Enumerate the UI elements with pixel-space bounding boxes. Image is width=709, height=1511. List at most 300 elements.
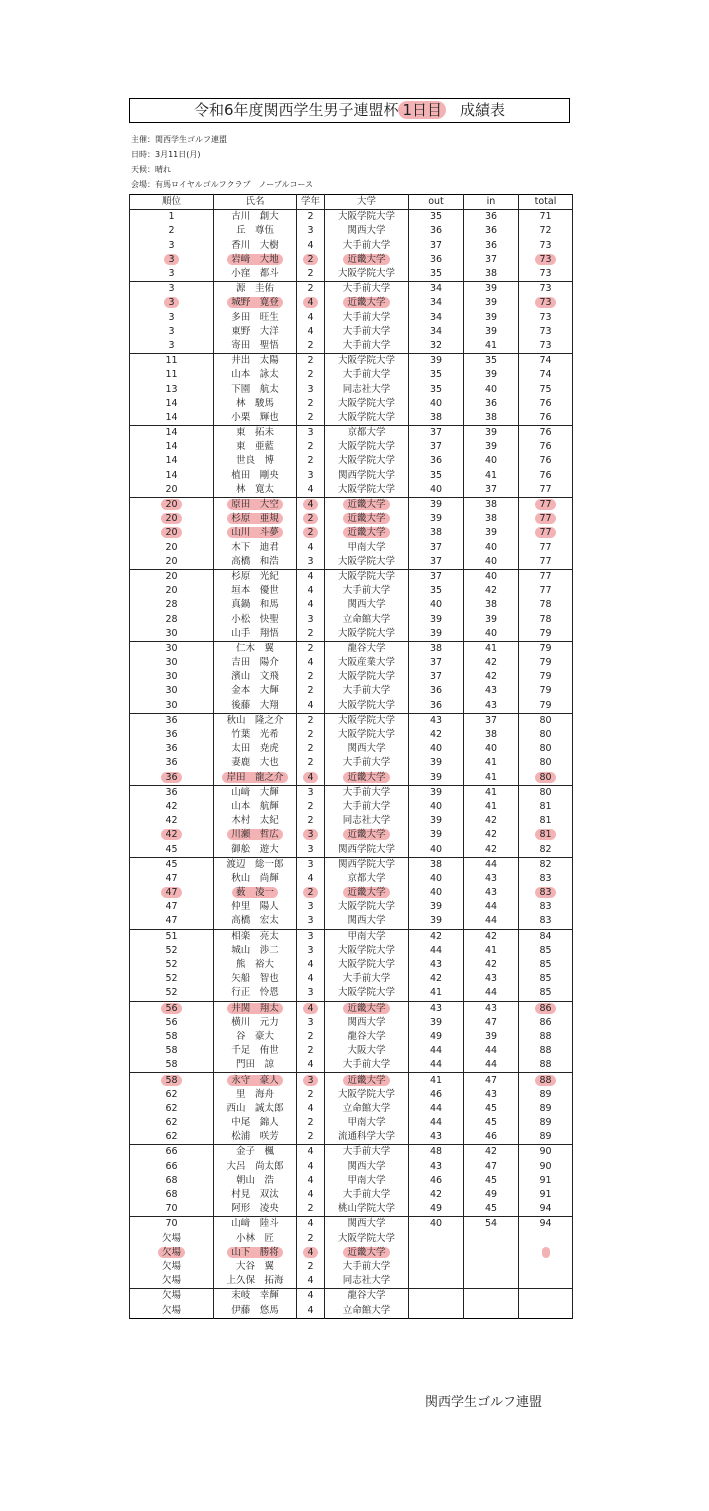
- rank-cell: 51: [130, 929, 214, 944]
- out-cell: 37: [409, 670, 464, 684]
- in-cell: 37: [464, 483, 519, 498]
- table-row: [130, 1073, 573, 1088]
- grade-cell: 3: [297, 914, 325, 929]
- out-cell: 34: [409, 282, 464, 297]
- grade-cell: 3: [297, 426, 325, 441]
- university-cell: 立命館大学: [325, 1303, 409, 1318]
- out-cell: 36: [409, 454, 464, 468]
- total-cell: 85: [519, 944, 573, 958]
- university-cell: [325, 1001, 409, 1016]
- out-cell: [409, 1246, 464, 1260]
- grade-cell: 2: [297, 1044, 325, 1058]
- rank-cell: 欠場: [130, 1289, 214, 1304]
- total-cell: [519, 512, 573, 526]
- table-row: [130, 584, 573, 598]
- grade-cell: 2: [297, 440, 325, 454]
- grade-cell: 3: [297, 224, 325, 238]
- total-cell: 74: [519, 354, 573, 369]
- out-cell: [409, 1232, 464, 1246]
- university-cell: [325, 1246, 409, 1260]
- rank-cell: 13: [130, 382, 214, 396]
- university-cell: 同志社大学: [325, 382, 409, 396]
- in-cell: 39: [464, 296, 519, 310]
- highlight-mark: 4: [303, 772, 317, 783]
- grade-cell: 4: [297, 1058, 325, 1073]
- grade-cell: [297, 886, 325, 900]
- rank-cell: 68: [130, 1174, 214, 1188]
- rank-cell: 66: [130, 1145, 214, 1160]
- highlight-mark: 近畿大学: [343, 513, 389, 524]
- in-cell: [464, 1260, 519, 1274]
- name-cell: 濱山 文飛: [214, 670, 297, 684]
- rank-cell: 47: [130, 872, 214, 886]
- name-cell: 後藤 大翔: [214, 699, 297, 714]
- table-row: [130, 670, 573, 684]
- university-cell: 甲南大学: [325, 1174, 409, 1188]
- grade-cell: 4: [297, 699, 325, 714]
- grade-cell: 2: [297, 282, 325, 297]
- grade-cell: 3: [297, 612, 325, 626]
- table-row: [130, 541, 573, 555]
- total-cell: 88: [519, 1058, 573, 1073]
- grade-cell: 3: [297, 929, 325, 944]
- grade-cell: 2: [297, 397, 325, 411]
- in-cell: 42: [464, 842, 519, 857]
- name-cell: 朝山 浩: [214, 1174, 297, 1188]
- in-cell: 36: [464, 239, 519, 253]
- in-cell: 42: [464, 584, 519, 598]
- grade-cell: 2: [297, 210, 325, 225]
- in-cell: 43: [464, 699, 519, 714]
- table-row: [130, 914, 573, 929]
- table-row: [130, 972, 573, 986]
- rank-cell: 52: [130, 958, 214, 972]
- name-cell: [214, 1073, 297, 1088]
- total-cell: 73: [519, 267, 573, 282]
- in-cell: 46: [464, 1130, 519, 1145]
- total-cell: 80: [519, 742, 573, 756]
- name-cell: 矢船 智也: [214, 972, 297, 986]
- total-cell: 75: [519, 382, 573, 396]
- university-cell: 大手前大学: [325, 368, 409, 382]
- title-suffix: 成績表: [460, 101, 506, 119]
- highlight-mark: 井関 翔太: [227, 1003, 283, 1014]
- grade-cell: 4: [297, 656, 325, 670]
- highlight-mark: 20: [161, 499, 181, 510]
- grade-cell: 3: [297, 382, 325, 396]
- university-cell: 大阪学院大学: [325, 569, 409, 584]
- grade-cell: [297, 1246, 325, 1260]
- rank-cell: [130, 1001, 214, 1016]
- table-row: [130, 771, 573, 786]
- out-cell: 39: [409, 1016, 464, 1030]
- table-row: [130, 382, 573, 396]
- table-row: [130, 1274, 573, 1289]
- highlight-mark: 川瀬 哲広: [227, 829, 283, 840]
- grade-cell: 2: [297, 641, 325, 656]
- name-cell: 山本 航輝: [214, 800, 297, 814]
- name-cell: 千足 侑世: [214, 1044, 297, 1058]
- highlight-mark: 73: [535, 254, 555, 265]
- highlight-mark: 近畿大学: [343, 829, 389, 840]
- in-cell: 43: [464, 972, 519, 986]
- university-cell: 大手前大学: [325, 282, 409, 297]
- total-cell: 94: [519, 1202, 573, 1217]
- highlight-mark: 近畿大学: [343, 1247, 389, 1258]
- in-cell: 40: [464, 555, 519, 570]
- rank-cell: 20: [130, 541, 214, 555]
- in-cell: 40: [464, 742, 519, 756]
- university-cell: 大阪学院大学: [325, 670, 409, 684]
- university-cell: 大手前大学: [325, 239, 409, 253]
- total-cell: 79: [519, 627, 573, 642]
- table-row: [130, 627, 573, 642]
- table-row: [130, 1202, 573, 1217]
- rank-cell: 42: [130, 800, 214, 814]
- rank-cell: 36: [130, 728, 214, 742]
- out-cell: 37: [409, 656, 464, 670]
- highlight-mark: 薮 凌一: [232, 887, 278, 898]
- in-cell: 39: [464, 426, 519, 441]
- table-row: [130, 828, 573, 842]
- out-cell: 39: [409, 354, 464, 369]
- grade-cell: 4: [297, 1145, 325, 1160]
- out-cell: 43: [409, 958, 464, 972]
- total-cell: 81: [519, 814, 573, 828]
- university-cell: 関西学院大学: [325, 857, 409, 872]
- in-cell: 35: [464, 354, 519, 369]
- table-row: [130, 986, 573, 1001]
- out-cell: 37: [409, 426, 464, 441]
- total-cell: [519, 253, 573, 267]
- university-cell: 甲南大学: [325, 929, 409, 944]
- grade-cell: 4: [297, 1274, 325, 1289]
- highlight-mark: 欠場: [158, 1247, 185, 1258]
- university-cell: 関西大学: [325, 742, 409, 756]
- in-cell: 36: [464, 224, 519, 238]
- rank-cell: 30: [130, 656, 214, 670]
- total-cell: 76: [519, 411, 573, 426]
- name-cell: 松浦 咲芳: [214, 1130, 297, 1145]
- table-row: [130, 569, 573, 584]
- grade-cell: 2: [297, 670, 325, 684]
- total-cell: 77: [519, 541, 573, 555]
- university-cell: 桃山学院大学: [325, 1202, 409, 1217]
- rank-cell: 45: [130, 842, 214, 857]
- grade-cell: 2: [297, 411, 325, 426]
- rank-cell: [130, 828, 214, 842]
- rank-cell: [130, 512, 214, 526]
- out-cell: 46: [409, 1088, 464, 1102]
- total-cell: 72: [519, 224, 573, 238]
- in-cell: 41: [464, 800, 519, 814]
- highlight-mark: 2: [303, 254, 317, 265]
- name-cell: 村見 双汰: [214, 1188, 297, 1202]
- grade-cell: 3: [297, 857, 325, 872]
- university-cell: 大阪学院大学: [325, 944, 409, 958]
- highlight-mark: 3: [303, 1075, 317, 1086]
- rank-cell: [130, 253, 214, 267]
- total-cell: 88: [519, 1030, 573, 1044]
- grade-cell: 2: [297, 684, 325, 698]
- table-row: [130, 1232, 573, 1246]
- table-row: [130, 728, 573, 742]
- university-cell: [325, 771, 409, 786]
- in-cell: 42: [464, 828, 519, 842]
- table-row: [130, 267, 573, 282]
- highlight-mark: 近畿大学: [343, 527, 389, 538]
- university-cell: 大阪学院大学: [325, 728, 409, 742]
- rank-cell: 3: [130, 325, 214, 339]
- rank-cell: 56: [130, 1016, 214, 1030]
- in-cell: 54: [464, 1217, 519, 1232]
- results-table: [129, 194, 573, 1319]
- university-cell: 大手前大学: [325, 785, 409, 800]
- total-cell: [519, 526, 573, 540]
- rank-cell: 58: [130, 1030, 214, 1044]
- grade-cell: 2: [297, 368, 325, 382]
- university-cell: [325, 253, 409, 267]
- grade-cell: 4: [297, 1303, 325, 1318]
- grade-cell: 2: [297, 1130, 325, 1145]
- grade-cell: 2: [297, 1202, 325, 1217]
- rank-cell: 3: [130, 239, 214, 253]
- total-cell: 80: [519, 756, 573, 770]
- name-cell: 山本 詠太: [214, 368, 297, 382]
- in-cell: 40: [464, 382, 519, 396]
- total-cell: 90: [519, 1160, 573, 1174]
- header-university: 大学: [325, 195, 409, 210]
- table-row: [130, 886, 573, 900]
- out-cell: 39: [409, 627, 464, 642]
- name-cell: 丘 尊伍: [214, 224, 297, 238]
- highlight-mark: 20: [161, 527, 181, 538]
- name-cell: 木村 太紀: [214, 814, 297, 828]
- highlight-mark: 86: [535, 1003, 555, 1014]
- table-row: [130, 929, 573, 944]
- out-cell: 39: [409, 785, 464, 800]
- university-cell: [325, 526, 409, 540]
- header-name: 氏名: [214, 195, 297, 210]
- university-cell: 関西大学: [325, 598, 409, 612]
- rank-cell: 30: [130, 627, 214, 642]
- university-cell: 大阪学院大学: [325, 411, 409, 426]
- university-cell: 大阪学院大学: [325, 958, 409, 972]
- in-cell: 37: [464, 253, 519, 267]
- university-cell: 京都大学: [325, 872, 409, 886]
- name-cell: 井出 太陽: [214, 354, 297, 369]
- rank-cell: 14: [130, 440, 214, 454]
- highlight-mark: 20: [161, 513, 181, 524]
- out-cell: 38: [409, 641, 464, 656]
- university-cell: 大阪学院大学: [325, 900, 409, 914]
- total-cell: [519, 1289, 573, 1304]
- university-cell: 甲南大学: [325, 541, 409, 555]
- university-cell: [325, 886, 409, 900]
- grade-cell: [297, 497, 325, 512]
- name-cell: 西山 誠太郎: [214, 1102, 297, 1116]
- in-cell: 42: [464, 958, 519, 972]
- rank-cell: 36: [130, 742, 214, 756]
- table-row: [130, 1058, 573, 1073]
- rank-cell: 62: [130, 1130, 214, 1145]
- name-cell: 妻鹿 大也: [214, 756, 297, 770]
- out-cell: 41: [409, 1073, 464, 1088]
- total-cell: [519, 1073, 573, 1088]
- table-row: [130, 1289, 573, 1304]
- highlight-mark: 近畿大学: [343, 499, 389, 510]
- in-cell: 40: [464, 541, 519, 555]
- grade-cell: 3: [297, 469, 325, 483]
- name-cell: 竹葉 光希: [214, 728, 297, 742]
- in-cell: 44: [464, 1058, 519, 1073]
- rank-cell: 52: [130, 986, 214, 1001]
- table-row: [130, 426, 573, 441]
- total-cell: [519, 886, 573, 900]
- out-cell: 34: [409, 296, 464, 310]
- university-cell: 大阪大学: [325, 1044, 409, 1058]
- grade-cell: 2: [297, 354, 325, 369]
- out-cell: 35: [409, 267, 464, 282]
- total-cell: 94: [519, 1217, 573, 1232]
- university-cell: 大手前大学: [325, 800, 409, 814]
- name-cell: 相楽 亮太: [214, 929, 297, 944]
- out-cell: 42: [409, 1188, 464, 1202]
- table-row: [130, 210, 573, 225]
- in-cell: 43: [464, 1088, 519, 1102]
- total-cell: 89: [519, 1130, 573, 1145]
- university-cell: 大手前大学: [325, 1058, 409, 1073]
- out-cell: 37: [409, 541, 464, 555]
- grade-cell: [297, 512, 325, 526]
- name-cell: 小窪 都斗: [214, 267, 297, 282]
- grade-cell: 3: [297, 944, 325, 958]
- name-cell: [214, 828, 297, 842]
- table-row: [130, 1160, 573, 1174]
- table-row: [130, 440, 573, 454]
- total-cell: 73: [519, 282, 573, 297]
- highlight-mark: 58: [161, 1075, 181, 1086]
- grade-cell: 4: [297, 958, 325, 972]
- highlight-mark: 80: [535, 772, 555, 783]
- out-cell: 37: [409, 555, 464, 570]
- out-cell: 39: [409, 512, 464, 526]
- highlight-mark: 原田 大空: [227, 499, 283, 510]
- in-cell: 40: [464, 454, 519, 468]
- table-row: [130, 1217, 573, 1232]
- in-cell: 39: [464, 325, 519, 339]
- total-cell: 73: [519, 311, 573, 325]
- table-row: [130, 756, 573, 770]
- info-organizer: 主催：関西学生ゴルフ連盟: [131, 135, 227, 144]
- table-row: [130, 296, 573, 310]
- university-cell: 大阪学院大学: [325, 699, 409, 714]
- in-cell: 45: [464, 1116, 519, 1130]
- name-cell: 植田 剛央: [214, 469, 297, 483]
- highlight-mark: 56: [161, 1003, 181, 1014]
- header-out: out: [409, 195, 464, 210]
- rank-cell: 20: [130, 569, 214, 584]
- name-cell: [214, 497, 297, 512]
- in-cell: 41: [464, 641, 519, 656]
- rank-cell: 20: [130, 555, 214, 570]
- out-cell: 38: [409, 857, 464, 872]
- total-cell: 83: [519, 872, 573, 886]
- total-cell: 76: [519, 469, 573, 483]
- highlight-mark: 山下 勝将: [227, 1247, 283, 1258]
- name-cell: 伊藤 悠馬: [214, 1303, 297, 1318]
- highlight-mark: 近畿大学: [343, 1003, 389, 1014]
- total-cell: 77: [519, 584, 573, 598]
- total-cell: [519, 1001, 573, 1016]
- grade-cell: [297, 1001, 325, 1016]
- total-cell: 73: [519, 339, 573, 354]
- total-cell: 79: [519, 656, 573, 670]
- table-row: [130, 1102, 573, 1116]
- grade-cell: 4: [297, 584, 325, 598]
- total-cell: 85: [519, 972, 573, 986]
- rank-cell: 42: [130, 814, 214, 828]
- name-cell: 林 寛太: [214, 483, 297, 498]
- highlight-mark: 近畿大学: [343, 254, 389, 265]
- rank-cell: 14: [130, 397, 214, 411]
- rank-cell: 30: [130, 684, 214, 698]
- total-cell: 71: [519, 210, 573, 225]
- total-cell: 80: [519, 785, 573, 800]
- university-cell: 大手前大学: [325, 972, 409, 986]
- university-cell: 同志社大学: [325, 814, 409, 828]
- total-cell: 79: [519, 670, 573, 684]
- table-row: [130, 699, 573, 714]
- table-row: [130, 555, 573, 570]
- total-cell: [519, 1260, 573, 1274]
- grade-cell: 4: [297, 1160, 325, 1174]
- grade-cell: 2: [297, 742, 325, 756]
- total-cell: 85: [519, 986, 573, 1001]
- highlight-mark: 4: [303, 297, 317, 308]
- grade-cell: [297, 1073, 325, 1088]
- university-cell: 大阪学院大学: [325, 454, 409, 468]
- name-cell: 真鍋 和馬: [214, 598, 297, 612]
- in-cell: 42: [464, 929, 519, 944]
- in-cell: 39: [464, 440, 519, 454]
- info-venue: 会場：有馬ロイヤルゴルフクラブ ノーブルコース: [131, 180, 314, 189]
- university-cell: 関西大学: [325, 1217, 409, 1232]
- in-cell: [464, 1303, 519, 1318]
- grade-cell: 2: [297, 1116, 325, 1130]
- rank-cell: [130, 1246, 214, 1260]
- grade-cell: 4: [297, 1102, 325, 1116]
- title-prefix: 令和6年度関西学生男子連盟杯: [193, 101, 399, 119]
- grade-cell: 2: [297, 1260, 325, 1274]
- highlight-mark: 杉原 亜規: [227, 513, 283, 524]
- table-row: [130, 411, 573, 426]
- rank-cell: 14: [130, 426, 214, 441]
- table-row: [130, 1303, 573, 1318]
- rank-cell: [130, 771, 214, 786]
- total-cell: 91: [519, 1188, 573, 1202]
- rank-cell: 58: [130, 1058, 214, 1073]
- name-cell: 小栗 輝也: [214, 411, 297, 426]
- in-cell: 40: [464, 569, 519, 584]
- university-cell: 関西大学: [325, 224, 409, 238]
- table-row: [130, 958, 573, 972]
- out-cell: 40: [409, 1217, 464, 1232]
- rank-cell: 14: [130, 454, 214, 468]
- name-cell: 木下 迪君: [214, 541, 297, 555]
- name-cell: 城山 渉二: [214, 944, 297, 958]
- in-cell: 38: [464, 598, 519, 612]
